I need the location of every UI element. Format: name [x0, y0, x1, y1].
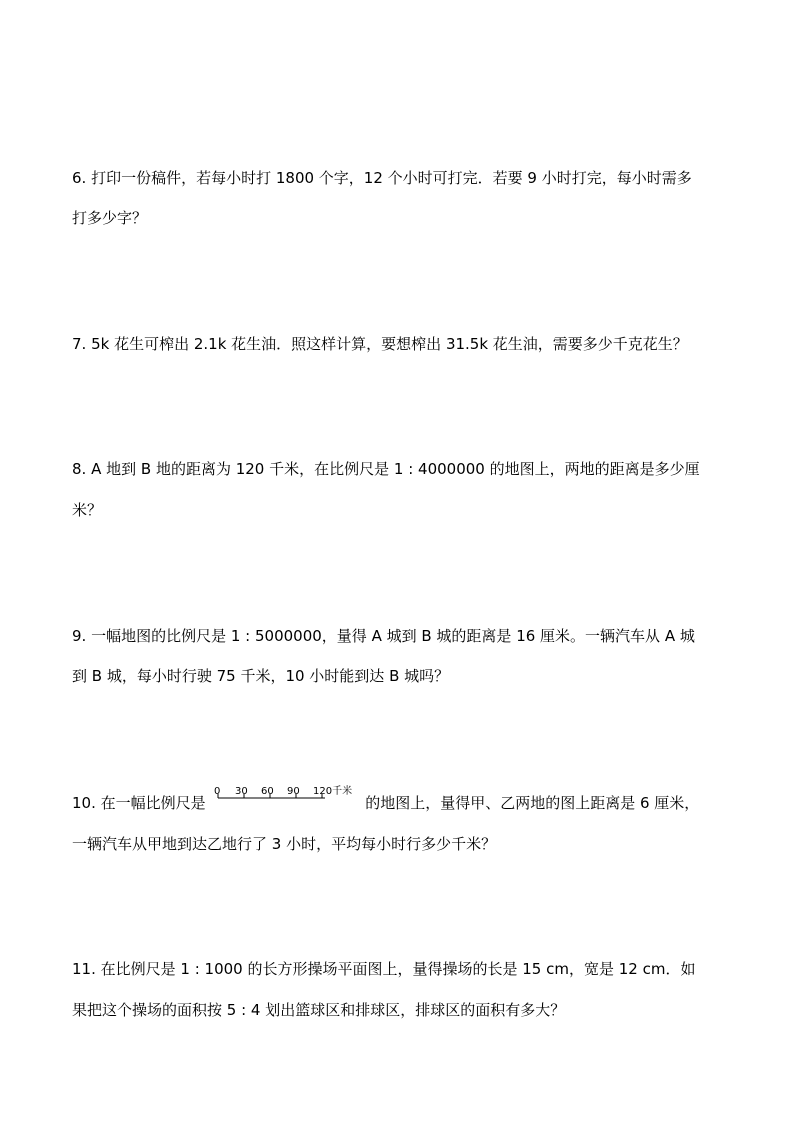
question-6-number: 6. [72, 169, 87, 187]
question-9-line-2 [72, 666, 744, 686]
scale-label-30: 30 [235, 786, 249, 797]
question-11-line-2 [72, 1000, 744, 1020]
question-8-text-1: A 地到 B 地的距离为 120 千米，在比例尺是 1 : 4000000 的地图上，两地的距离是多少厘 [91, 460, 700, 478]
question-6-text-2: 打多少字？ [72, 209, 148, 227]
scale-bar [210, 786, 360, 813]
question-8-line-2 [72, 500, 744, 520]
question-6-line-1 [72, 168, 744, 188]
question-8-text-2: 米？ [72, 501, 103, 519]
question-6-line-2 [72, 208, 744, 228]
question-9-text-1: 一幅地图的比例尺是 1 : 5000000，量得 A 城到 B 城的距离是 16 厘米。一辆汽车从 A 城 [91, 627, 695, 645]
question-10-number: 10. [72, 794, 96, 812]
question-10-text-before: 在一幅比例尺是 [100, 794, 206, 812]
scale-label-60: 60 [261, 786, 275, 797]
question-10-line-2 [72, 834, 744, 854]
scale-label-90: 90 [287, 786, 301, 797]
scale-label-120: 120千米 [313, 786, 353, 797]
question-10-text-2: 一辆汽车从甲地到达乙地行了 3 小时，平均每小时行多少千米？ [72, 835, 497, 853]
scale-label-0: 0 [214, 786, 221, 797]
scale-bar-graphic [210, 785, 360, 813]
question-7-line-1 [72, 334, 744, 354]
question-11-text-1: 在比例尺是 1 : 1000 的长方形操场平面图上，量得操场的长是 15 cm，宽是 12 cm．如 [100, 960, 696, 978]
question-7-number: 7. [72, 335, 87, 353]
question-11-line-1 [72, 959, 744, 979]
question-11-text-2: 果把这个操场的面积按 5 : 4 划出篮球区和排球区，排球区的面积有多大？ [72, 1001, 566, 1019]
question-8-number: 8. [72, 460, 87, 478]
question-7-text-1: 5k 花生可榨出 2.1k 花生油．照这样计算，要想榨出 31.5k 花生油，需要多少千克花生？ [91, 335, 688, 353]
question-8-line-1 [72, 459, 744, 479]
question-10-line-1 [72, 786, 744, 813]
question-6-text-1: 打印一份稿件，若每小时打 1800 个字，12 个小时可打完．若要 9 小时打完，每小时需多 [91, 169, 692, 187]
question-9-line-1 [72, 626, 744, 646]
question-9-number: 9. [72, 627, 87, 645]
question-9-text-2: 到 B 城，每小时行驶 75 千米，10 小时能到达 B 城吗？ [72, 667, 450, 685]
question-10-text-after: 的地图上，量得甲、乙两地的图上距离是 6 厘米， [365, 794, 700, 812]
question-11-number: 11. [72, 960, 96, 978]
